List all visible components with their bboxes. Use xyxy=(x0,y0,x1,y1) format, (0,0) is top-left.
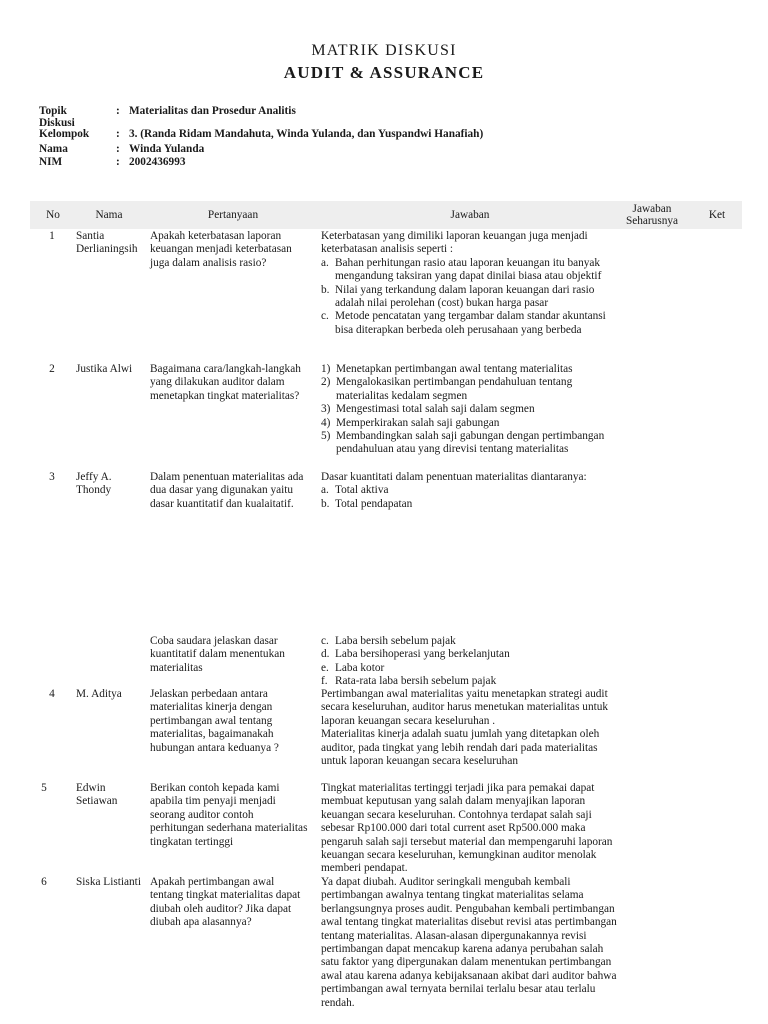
row-pertanyaan: Berikan contoh kepada kami apabila tim penyaji menjadi seorang auditor contoh perhitungan sederhana materialitas tingkatan tertinggi xyxy=(150,782,308,848)
row-nama: Siska Listianti xyxy=(76,876,141,888)
meta-value: 2002436993 xyxy=(129,156,186,168)
list-item: a. Bahan perhitungan rasio atau laporan keuangan itu banyak mengandung taksiran yang dapat dinilai biasa atau objektif xyxy=(321,256,602,283)
list-item: 5) Membandingkan salah saji gabungan dengan pertimbangan pendahuluan atau yang direvisi tentang materialitas xyxy=(321,430,605,456)
meta-label: Topik Diskusi xyxy=(39,105,75,129)
row-jawaban xyxy=(321,363,621,457)
row-jawaban: Ya dapat diubah. Auditor seringkali mengubah kembali pertimbangan awalnya tentang tingkat materialitas selama berlangsungnya proses audit. Pengubahan kembali pertimbangan awal tentang tingkat materialitas disebut revisi atas pertimbangan tentang materialitas. Alasan-alasan dipergunakannya revisi pertimbangan dapat mencakup karena adanya perubahan salah satu faktor yang dipergunakan dalam menentukan pertimbangan awal atau karena adanya kebijaksanaan akibat dari auditor bahwa pertimbangan awal ternyata bernilai terlalu besar atau terlalu rendah. xyxy=(321,876,617,1009)
header-jawaban-seharusnya: Jawaban Seharusnya xyxy=(625,203,679,227)
row-pertanyaan: Jelaskan perbedaan antara materialitas kinerja dengan pertimbangan awal tentang materialitas, bagaimanakah hubungan antara keduanya ? xyxy=(150,688,279,754)
list-item: 1) Menetapkan pertimbangan awal tentang materialitas xyxy=(321,363,573,375)
row-nama: Justika Alwi xyxy=(76,363,133,375)
meta-label: Kelompok xyxy=(39,128,90,140)
meta-label: NIM xyxy=(39,156,63,168)
list-item: e. Laba kotor xyxy=(321,661,385,674)
meta-colon: : xyxy=(116,156,120,168)
row-jawaban-continued xyxy=(321,635,621,689)
row-no: 3 xyxy=(49,471,55,483)
meta-value: Materialitas dan Prosedur Analitis xyxy=(129,105,296,117)
row-nama: Edwin Setiawan xyxy=(76,782,118,808)
table-header xyxy=(30,201,742,229)
meta-label: Nama xyxy=(39,142,68,155)
row-no: 2 xyxy=(49,363,55,375)
row-pertanyaan-continued: Coba saudara jelaskan dasar kuantitatif dalam menentukan materialitas xyxy=(150,635,285,674)
list-item: c. Metode pencatatan yang tergambar dalam standar akuntansi bisa diterapkan berbeda oleh perusahaan yang berbeda xyxy=(321,310,606,336)
row-no: 6 xyxy=(41,876,47,888)
meta-colon: : xyxy=(116,105,120,117)
list-item: a. Total aktiva xyxy=(321,484,389,497)
row-no: 4 xyxy=(49,688,55,700)
row-pertanyaan: Bagaimana cara/langkah-langkah yang dilakukan auditor dalam menetapkan tingkat materialitas? xyxy=(150,363,301,402)
row-pertanyaan: Apakah pertimbangan awal tentang tingkat materialitas dapat diubah oleh auditor? Jika dapat diubah apa alasannya? xyxy=(150,876,301,929)
header-pertanyaan: Pertanyaan xyxy=(207,209,259,221)
row-jawaban: Pertimbangan awal materialitas yaitu menetapkan strategi audit secara keseluruhan, auditor harus menetukan materialitas untuk laporan keuangan secara keseluruhan . Materialitas kinerja adalah suatu jumlah yang ditetapkan oleh auditor, pada tingkat yang lebih rendah dari pada materialitas untuk laporan keuangan secara keseluruhan xyxy=(321,688,609,768)
meta-colon: : xyxy=(116,142,120,155)
row-nama: M. Aditya xyxy=(76,688,122,700)
row-pertanyaan: Apakah keterbatasan laporan keuangan menjadi keterbatasan juga dalam analisis rasio? xyxy=(150,230,292,269)
meta-colon: : xyxy=(116,128,120,140)
list-item: b. Total pendapatan xyxy=(321,497,413,510)
list-item: f. Rata-rata laba bersih sebelum pajak xyxy=(321,675,497,688)
row-no: 1 xyxy=(49,230,55,242)
row-jawaban: Tingkat materialitas tertinggi terjadi jika para pemakai dapat membuat keputusan yang salah dalam menyajikan laporan keuangan secara keseluruhan. Contohnya terdapat salah saji sebesar Rp100.000 dari total current aset Rp500.000 maka pengaruh salah saji tersebut material dan mempengaruhi laporan keuangan secara keseluruhan, kemungkinan auditor menolak memberi pendapat. xyxy=(321,782,613,875)
meta-value: 3. (Randa Ridam Mandahuta, Winda Yulanda, dan Yuspandwi Hanafiah) xyxy=(129,128,484,140)
row-no: 5 xyxy=(41,782,47,794)
list-item: c. Laba bersih sebelum pajak xyxy=(321,635,456,647)
answer-intro: Keterbatasan yang dimiliki laporan keuangan juga menjadi keterbatasan analisis seperti : xyxy=(321,230,588,256)
document-subtitle: AUDIT & ASSURANCE xyxy=(283,63,485,82)
row-jawaban xyxy=(321,230,621,337)
header-ket: Ket xyxy=(708,209,726,221)
row-nama: Santia Derlianingsih xyxy=(76,230,138,256)
meta-value: Winda Yulanda xyxy=(129,142,205,155)
row-pertanyaan: Dalam penentuan materialitas ada dua dasar yang digunakan yaitu dasar kuantitatif dan kualaitatif. xyxy=(150,471,304,510)
list-item: 2) Mengalokasikan pertimbangan pendahuluan tentang materialitas kedalam segmen xyxy=(321,376,573,402)
answer-intro: Dasar kuantitati dalam penentuan materialitas diantaranya: xyxy=(321,471,587,483)
header-nama: Nama xyxy=(95,209,123,221)
list-item: b. Nilai yang terkandung dalam laporan keuangan dari rasio adalah nilai perolehan (cost) bukan harga pasar xyxy=(321,283,595,310)
header-jawaban: Jawaban xyxy=(450,209,490,221)
list-item: 3) Mengestimasi total salah saji dalam segmen xyxy=(321,403,535,416)
row-jawaban xyxy=(321,471,621,511)
list-item: d. Laba bersihoperasi yang berkelanjutan xyxy=(321,648,510,661)
list-item: 4) Memperkirakan salah saji gabungan xyxy=(321,416,500,429)
document-title: MATRIK DISKUSI xyxy=(311,42,457,59)
row-nama: Jeffy A. Thondy xyxy=(76,471,112,497)
header-no: No xyxy=(46,209,60,221)
